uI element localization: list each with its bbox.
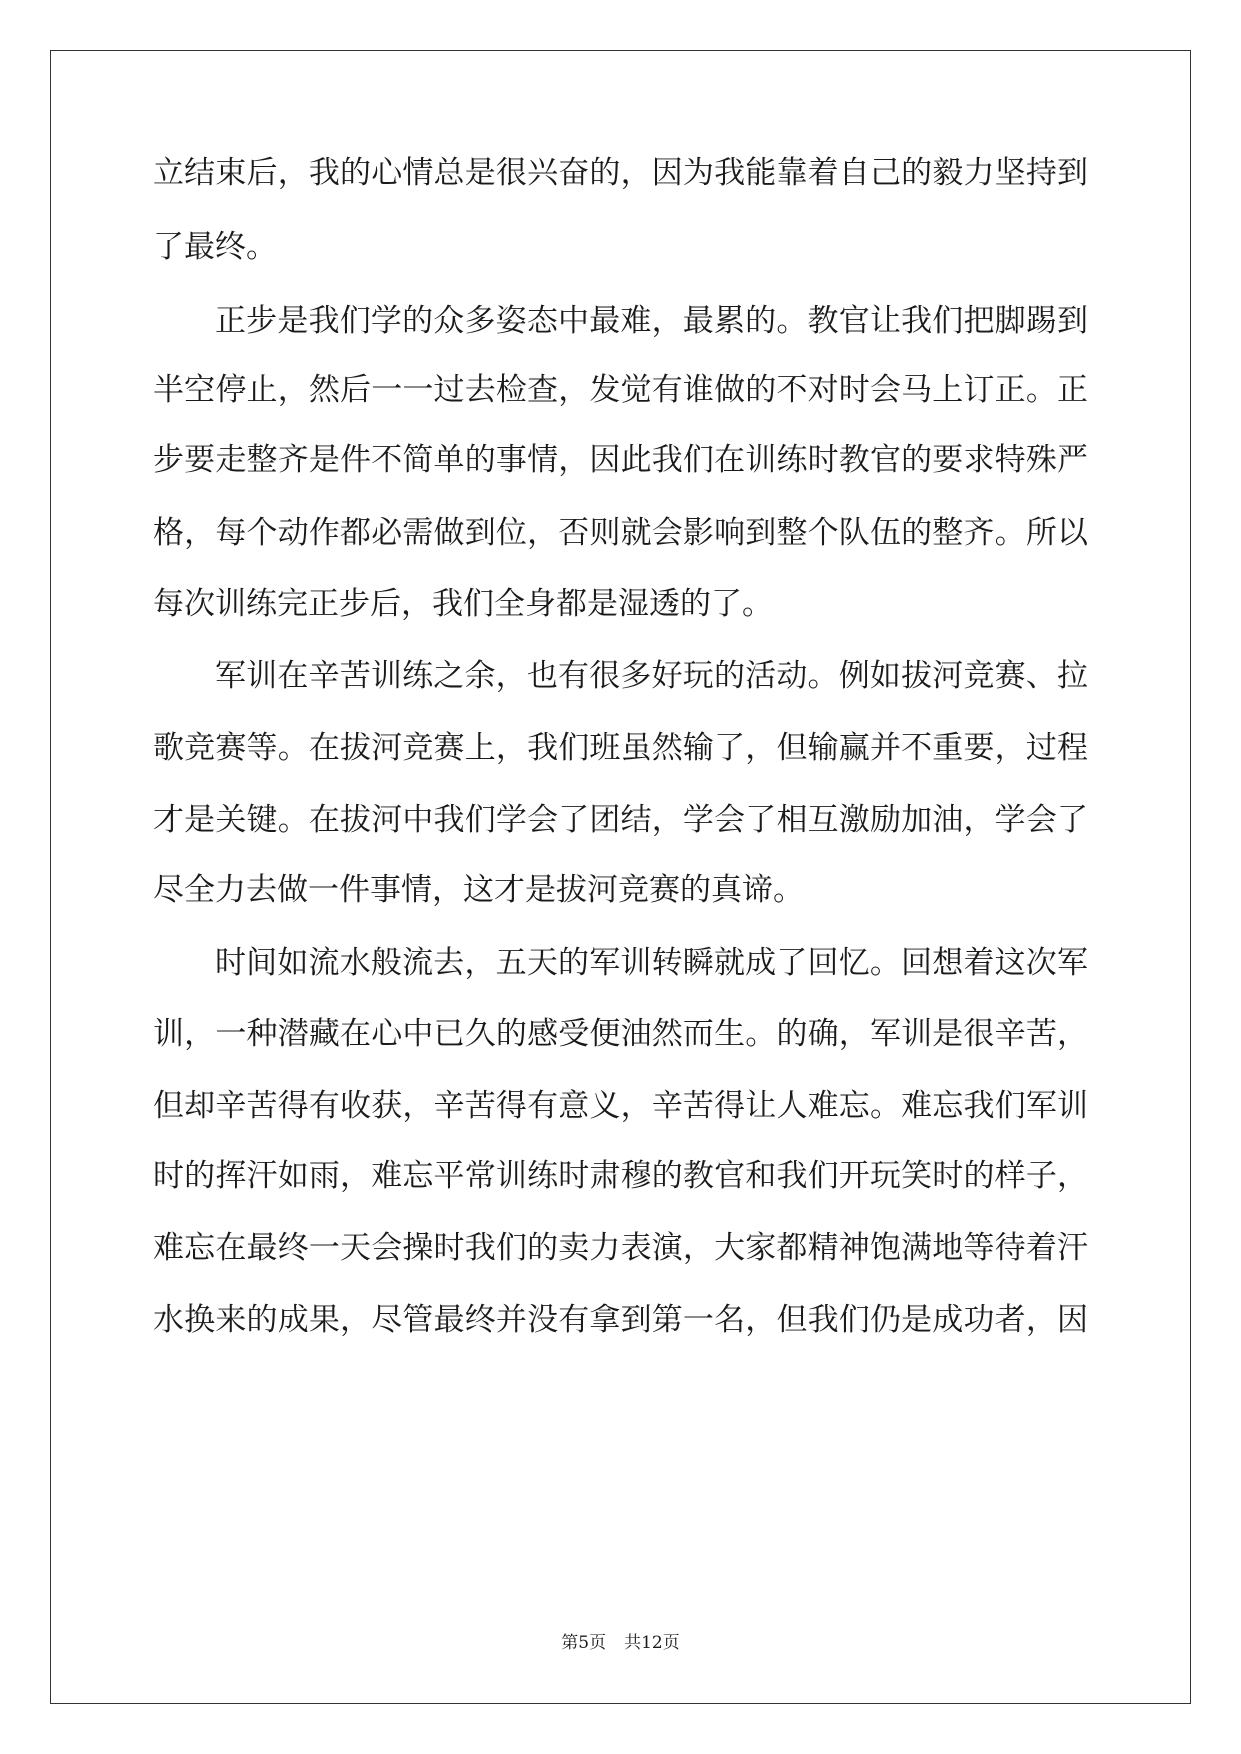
- body-text-line-1: 立结束后，我的心情总是很兴奋的，因为我能靠着自己的毅力坚持到: [153, 155, 1088, 191]
- body-text-line-3: 正步是我们学的众多姿态中最难，最累的。教官让我们把脚踢到: [215, 303, 1088, 339]
- body-text-line-11: 尽全力去做一件事情，这才是拔河竞赛的真谛。: [153, 872, 804, 908]
- page-total: 共12页: [624, 1633, 680, 1653]
- body-text-line-12: 时间如流水般流去，五天的军训转瞬就成了回忆。回想着这次军: [215, 945, 1088, 981]
- body-text-line-8: 军训在辛苦训练之余，也有很多好玩的活动。例如拔河竞赛、拉: [215, 658, 1088, 694]
- body-text-line-15: 时的挥汗如雨，难忘平常训练时肃穆的教官和我们开玩笑时的样子，: [153, 1158, 1088, 1194]
- body-text-line-17: 水换来的成果，尽管最终并没有拿到第一名，但我们仍是成功者，因: [153, 1302, 1088, 1338]
- body-text-line-7: 每次训练完正步后，我们全身都是湿透的了。: [153, 586, 773, 622]
- body-text-line-4: 半空停止，然后一一过去检查，发觉有谁做的不对时会马上订正。正: [153, 372, 1088, 408]
- body-text-line-10: 才是关键。在拔河中我们学会了团结，学会了相互激励加油，学会了: [153, 802, 1088, 838]
- body-text-line-2: 了最终。: [153, 229, 277, 265]
- body-text-line-9: 歌竞赛等。在拔河竞赛上，我们班虽然输了，但输赢并不重要，过程: [153, 730, 1088, 766]
- body-text-line-14: 但却辛苦得有收获，辛苦得有意义，辛苦得让人难忘。难忘我们军训: [153, 1088, 1088, 1124]
- page-number: 第5页: [561, 1633, 607, 1653]
- body-text-line-13: 训，一种潜藏在心中已久的感受便油然而生。的确，军训是很辛苦，: [153, 1016, 1088, 1052]
- body-text-line-5: 步要走整齐是件不简单的事情，因此我们在训练时教官的要求特殊严: [153, 442, 1088, 478]
- body-text-line-16: 难忘在最终一天会操时我们的卖力表演，大家都精神饱满地等待着汗: [153, 1230, 1088, 1266]
- page-footer: [0, 1632, 1241, 1654]
- body-text-line-6: 格，每个动作都必需做到位，否则就会影响到整个队伍的整齐。所以: [153, 515, 1088, 551]
